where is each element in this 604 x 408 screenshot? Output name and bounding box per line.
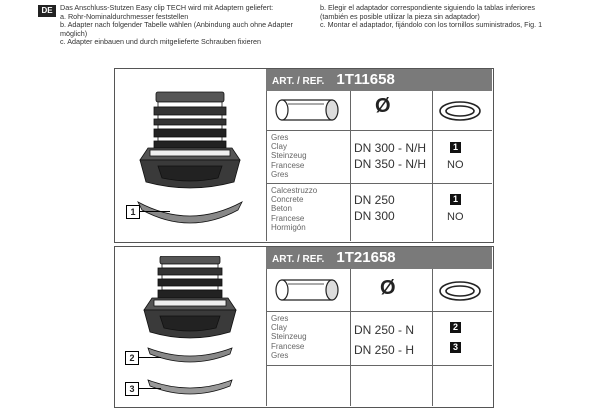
- language-badge: DE: [38, 5, 56, 17]
- callout-adapter-2: 2: [125, 351, 139, 365]
- row-divider: [266, 311, 492, 312]
- col-divider: [266, 91, 267, 241]
- callout-leader-2: [139, 357, 161, 358]
- connector-illustration-2: [118, 256, 258, 403]
- dn-value: DN 300: [354, 209, 395, 223]
- material: Calcestruzzo: [271, 186, 318, 195]
- material: Francese: [271, 341, 305, 351]
- adapter-badge: 1: [450, 142, 461, 153]
- material: Clay: [271, 323, 288, 333]
- materials-cell: [271, 314, 307, 360]
- materials-cell: [271, 186, 317, 232]
- de-step-b: b. Adapter nach folgender Tabelle wählen (Anbindung auch ohne Adapter möglich): [60, 20, 293, 38]
- ref-label-1: ART. / REF.: [272, 76, 325, 87]
- diameter-symbol-2: Ø: [380, 277, 396, 299]
- row-divider: [266, 183, 492, 184]
- material: Steinzeug: [271, 151, 307, 161]
- callout-adapter-1: 1: [126, 205, 140, 219]
- dn-value: DN 250 - N: [354, 323, 415, 337]
- dn-cell: [354, 140, 426, 172]
- material: Francese: [271, 213, 305, 223]
- material: Steinzeug: [271, 332, 307, 342]
- material: Hormigón: [271, 222, 306, 232]
- ref-code-2: 1T21658: [336, 249, 396, 266]
- row-divider: [266, 365, 492, 366]
- seal-ring-icon-2: [438, 280, 482, 302]
- adapter-none: NO: [447, 211, 464, 223]
- callout-leader-1: [140, 211, 170, 212]
- dn-value: DN 300 - N/H: [354, 141, 427, 155]
- de-step-a: a. Rohr-Nominaldurchmesser feststellen: [60, 11, 189, 21]
- pipe-icon-2: [268, 274, 348, 306]
- ref-code-1: 1T11658: [336, 71, 395, 88]
- adapter-badge: 2: [450, 322, 461, 333]
- de-step-c: c. Adapter einbauen und durch mitgelieferte Schrauben fixieren: [60, 37, 261, 47]
- adapter-none: NO: [447, 159, 464, 171]
- dn-cell: [354, 192, 395, 224]
- es-step-b: b. Elegir el adaptador correspondiente siguiendo la tablas inferiores (también es posible utilizar la pieza sin adaptador): [320, 3, 535, 21]
- ref-header-2: [266, 247, 492, 269]
- ref-header-1: [266, 69, 492, 91]
- diameter-symbol-1: Ø: [375, 95, 391, 117]
- callout-adapter-3: 3: [125, 382, 139, 396]
- dn-value: DN 250: [354, 193, 395, 207]
- material: Gres: [271, 133, 289, 142]
- material: Gres: [271, 350, 289, 360]
- col-divider: [266, 269, 267, 406]
- material: Clay: [271, 142, 288, 152]
- material: Francese: [271, 160, 305, 170]
- material: Beton: [271, 204, 292, 214]
- callout-leader-3: [139, 388, 161, 389]
- row-divider: [266, 130, 492, 131]
- dn-value: DN 250 - H: [354, 343, 415, 357]
- german-instructions: [60, 4, 310, 47]
- dn-value: DN 350 - N/H: [354, 157, 427, 171]
- materials-cell: [271, 133, 307, 179]
- seal-ring-icon-1: [438, 100, 482, 122]
- material: Gres: [271, 169, 289, 179]
- col-divider: [350, 269, 351, 406]
- dn-cell: [354, 320, 414, 360]
- col-divider: [432, 269, 433, 406]
- col-divider: [432, 91, 433, 241]
- pipe-icon-1: [268, 94, 348, 126]
- ref-label-2: ART. / REF.: [272, 254, 325, 265]
- de-intro: Das Anschluss-Stutzen Easy clip TECH wird mit Adaptern geliefert:: [60, 3, 274, 12]
- spanish-instructions: [320, 4, 560, 30]
- material: Gres: [271, 314, 289, 323]
- adapter-badge: 3: [450, 342, 461, 353]
- col-divider: [350, 91, 351, 241]
- adapter-badge: 1: [450, 194, 461, 205]
- material: Concrete: [271, 195, 304, 205]
- es-step-c: c. Montar el adaptador, fijándolo con los tornillos suministrados, Fig. 1: [320, 20, 543, 30]
